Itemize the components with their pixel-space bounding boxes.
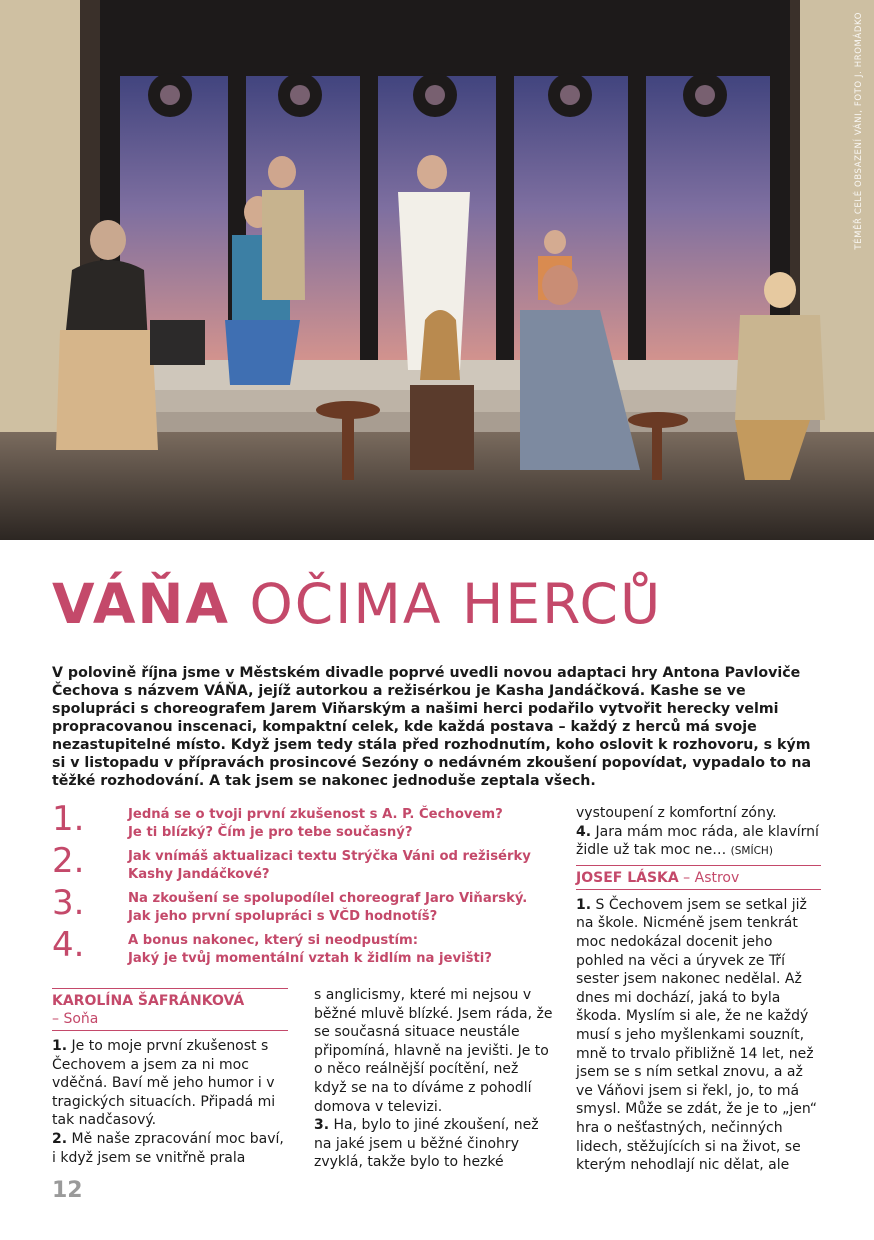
question-number: 2. [52, 841, 85, 881]
answer-1 [52, 1037, 288, 1130]
question-item [52, 883, 552, 930]
answer-2 [52, 1130, 288, 1167]
question-text [128, 806, 568, 842]
question-number: 4. [52, 925, 85, 965]
question-line: Jedná se o tvoji první zkušenost s A. P. Čechovem? [128, 807, 503, 822]
question-line: Na zkoušení se spolupodílel choreograf Jaro Viňarský. [128, 891, 528, 906]
answer-1 [576, 896, 821, 1175]
page-number: 12 [52, 1178, 83, 1203]
question-line: Jak jeho první spolupráci s VČD hodnotíš? [128, 909, 438, 924]
answer-text: S Čechovem jsem se setkal již na škole. Nicméně jsem tenkrát moc nedokázal docenit jeho pohled na věci a úryvek ze Tří sester jsem nakonec nedělal. Až dnes mi dochází, jaká to byla škoda. Myslím si ale, že ne každý musí s jeho myšlenkami souznít, mně to trvalo přibližně 14 let, než jsem se s ním setkal znovu, a až ve Váňovi jsem si řekl, jo, to má smysl. Může se zdát, že je to „jen“ hra o nešťastných, nečinných lidech, stěžujících si na život, se kterým nehodlají nic dělat, ale [576, 896, 817, 1174]
headline-bold: VÁŇA [52, 572, 230, 636]
photo-credit: TÉMĚŘ CELÉ OBSAZENÍ VÁNI, FOTO J. HROMÁDKO [854, 12, 864, 250]
interviewee-name: JOSEF LÁSKA [576, 869, 679, 886]
answer-number: 4. [576, 823, 592, 840]
question-item [52, 925, 552, 972]
interviewee-role: – Soňa [52, 1011, 99, 1027]
interviewee-heading [576, 869, 821, 887]
answer-text: Jara mám moc ráda, ale klavírní židle už tak moc ne… [576, 823, 819, 859]
question-number: 1. [52, 799, 85, 839]
question-text [128, 848, 568, 884]
answer-continuation: vystoupení z komfortní zóny. [576, 805, 777, 821]
question-list [52, 799, 552, 972]
question-line: Je ti blízký? Čím je pro tebe současný? [128, 825, 413, 840]
answer-3 [314, 1116, 554, 1172]
column-2 [314, 986, 554, 1172]
answer-4 [576, 823, 821, 861]
question-text [128, 890, 568, 926]
answer-text: Ha, bylo to jiné zkoušení, než na jaké jsem u běžné činohry zvyklá, takže bylo to hezké [314, 1117, 539, 1171]
question-line: Jak vnímáš aktualizaci textu Strýčka Váni od režisérky [128, 849, 531, 864]
answer-text: Je to moje první zkušenost s Čechovem a jsem za ni moc vděčná. Baví mě jeho humor i v tragických situacích. Připadá mi tak nadčasový. [52, 1038, 276, 1129]
headline-light: OČIMA HERCŮ [230, 572, 663, 636]
stage-photo [0, 0, 874, 540]
answer-continuation: s anglicismy, které mi nejsou v běžné mluvě blízké. Jsem ráda, že se současná situace neustále připomíná, hlavně na jevišti. Je to o něco reálnější pocítění, než když se na to díváme z pohodlí domova v televizi. [314, 987, 553, 1115]
answer-text: Mě naše zpracování moc baví, i když jsem se vnitřně prala [52, 1130, 284, 1166]
column-1 [52, 988, 288, 1167]
question-line: Jaký je tvůj momentální vztah k židlím na jevišti? [128, 951, 492, 966]
section-rule [52, 1030, 288, 1031]
answer-number: 1. [576, 896, 592, 913]
interviewee-role: – Astrov [678, 869, 740, 886]
interviewee-name: KAROLÍNA ŠAFRÁNKOVÁ [52, 993, 245, 1009]
answer-number: 1. [52, 1038, 68, 1054]
section-rule [576, 865, 821, 866]
question-number: 3. [52, 883, 85, 923]
answer-number: 2. [52, 1130, 68, 1147]
section-rule [576, 889, 821, 890]
lead-paragraph: V polovině října jsme v Městském divadle poprvé uvedli novou adaptaci hry Antona Pavloviče Čechova s názvem VÁŇA, jejíž autorkou a režisérkou je Kasha Jandáčková. Kashe se ve spolupráci s choreografem Jarem Viňarským a našimi herci podařilo vytvořit herecky velmi propracovanou inscenaci, kompaktní celek, kde každá postava – každý z herců má svoje nezastupitelné místo. Když jsem tedy stála před rozhodnutím, koho oslovit k rozhovoru, s kým si v listopadu v přípravách prosincové Sezóny o nedávném zkoušení popovídat, vypadalo to na těžké rozhodování. A tak jsem se nakonec jednoduše zeptala všech. [52, 665, 812, 789]
section-rule [52, 988, 288, 989]
question-line: A bonus nakonec, který si neodpustím: [128, 933, 419, 948]
laugh-note: (SMÍCH) [730, 845, 773, 858]
stage-photo-illustration [0, 0, 874, 540]
question-line: Kashy Jandáčkové? [128, 867, 270, 882]
question-item [52, 799, 552, 846]
question-text [128, 932, 568, 968]
question-item [52, 841, 552, 888]
article-headline [52, 568, 662, 640]
column-3 [576, 804, 821, 1175]
answer-number: 3. [314, 1117, 330, 1134]
